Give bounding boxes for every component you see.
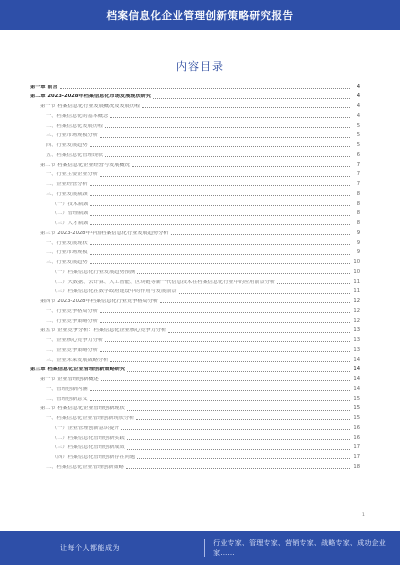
footer-divider (204, 539, 205, 557)
toc-leader-dots (142, 107, 350, 108)
toc-entry-title: （二）管理瓶颈 (52, 211, 89, 217)
toc-entry[interactable] (30, 80, 360, 90)
toc-leader-dots (126, 468, 350, 469)
toc-entry-title: 第五节 企业竞争分析：档案信息化企业核心竞争力分析 (40, 328, 167, 334)
toc-entry[interactable] (30, 217, 360, 227)
toc-leader-dots (137, 458, 350, 459)
toc-entry-title: 三、行业发展趋势 (46, 260, 88, 266)
toc-entry[interactable] (30, 90, 360, 100)
toc-entry-title: 第二节 档案信息化企业经营与发展概况 (40, 162, 130, 168)
toc-entry-page: 10 (353, 259, 360, 266)
toc-entry-page: 13 (353, 327, 360, 334)
toc-entry-title: 三、企业未来发展战略分析 (46, 357, 109, 363)
toc-entry-page: 4 (356, 83, 360, 90)
toc-entry-title: （四）档案信息化管理创新存在问题 (52, 455, 136, 461)
toc-entry[interactable] (30, 295, 360, 305)
toc-leader-dots (277, 283, 350, 284)
toc-leader-dots (90, 205, 350, 206)
toc-leader-dots (90, 244, 350, 245)
toc-entry-page: 8 (356, 210, 360, 217)
toc-entry-title: 第三节 2023-2028年中国档案信息化行业发展趋势分析 (40, 230, 169, 236)
toc-entry-title: 一、管理创新内涵 (46, 386, 88, 392)
toc-leader-dots (60, 88, 350, 89)
toc-entry-page: 16 (353, 434, 360, 441)
footer-tagline: 行业专家、管理专家、营销专家、战略专家、成功企业家…… (213, 539, 386, 557)
toc-entry-page: 15 (353, 395, 360, 402)
toc-entry-title: 第二节 档案信息化企业管理创新现状 (40, 406, 125, 412)
toc-leader-dots (137, 273, 350, 274)
toc-entry-page: 14 (353, 376, 360, 383)
toc-leader-dots (179, 293, 350, 294)
toc-leader-dots (127, 449, 350, 450)
toc-leader-dots (100, 176, 350, 177)
toc-entry[interactable] (30, 158, 360, 168)
toc-leader-dots (168, 332, 350, 333)
toc-entry-page: 5 (356, 142, 360, 149)
toc-entry[interactable] (30, 460, 360, 470)
toc-leader-dots (90, 146, 350, 147)
toc-entry-page: 4 (356, 112, 360, 119)
toc-leader-dots (90, 400, 350, 401)
toc-entry-title: 一、企业核心竞争力分析 (46, 338, 104, 344)
toc-entry[interactable] (30, 441, 360, 451)
toc-entry[interactable] (30, 226, 360, 236)
toc-entry-title: 二、档案信息化发展历程 (46, 123, 104, 129)
toc-entry-page: 8 (356, 220, 360, 227)
toc-leader-dots (153, 98, 350, 99)
toc-leader-dots (100, 137, 350, 138)
toc-entry-page: 4 (356, 103, 360, 110)
toc-leader-dots (105, 156, 350, 157)
toc-entry-title: 二、行业市场规模 (46, 250, 88, 256)
toc-entry-page: 7 (356, 161, 360, 168)
toc-entry-page: 5 (356, 132, 360, 139)
toc-leader-dots (136, 419, 350, 420)
toc-entry[interactable] (30, 353, 360, 363)
toc-entry-page: 9 (356, 239, 360, 246)
toc-entry-page: 12 (353, 317, 360, 324)
toc-entry-title: 二、企业竞争策略分析 (46, 347, 98, 353)
toc-entry[interactable] (30, 431, 360, 441)
toc-entry[interactable] (30, 246, 360, 256)
header-bar (0, 0, 400, 30)
footer-slogan: 让每个人都能成为 (60, 544, 120, 552)
toc-leader-dots (100, 322, 350, 323)
toc-entry-page: 14 (353, 356, 360, 363)
toc-entry[interactable] (30, 421, 360, 431)
toc-leader-dots (132, 166, 350, 167)
toc-entry-page: 12 (353, 307, 360, 314)
toc-entry-page: 8 (356, 190, 360, 197)
toc-entry-page: 14 (353, 385, 360, 392)
toc-leader-dots (90, 254, 350, 255)
toc-entry-title: 一、行业竞争格局分析 (46, 308, 98, 314)
toc-entry[interactable] (30, 139, 360, 149)
toc-entry-title: 一、档案信息化企业管理创新现状分析 (46, 416, 135, 422)
toc-entry-page: 9 (356, 249, 360, 256)
toc-entry-title: 二、管理创新意义 (46, 396, 88, 402)
toc-entry-title: 一、档案信息化的基本概念 (46, 113, 109, 119)
toc-entry-page: 14 (353, 366, 360, 373)
toc-entry-title: （三）人才瓶颈 (52, 221, 89, 227)
toc-entry[interactable] (30, 148, 360, 158)
toc-entry-page: 10 (353, 268, 360, 275)
toc-entry-title: 第一节 企业管理创新概述 (40, 377, 99, 383)
table-of-contents (30, 80, 360, 470)
toc-entry[interactable] (30, 334, 360, 344)
toc-entry[interactable] (30, 265, 360, 275)
toc-entry[interactable] (30, 129, 360, 139)
toc-leader-dots (101, 380, 350, 381)
footer-bar (0, 531, 400, 565)
toc-entry-title: 第二章 2023-2028年档案信息化市场发展现状研究 (30, 94, 152, 100)
toc-entry-page: 17 (353, 444, 360, 451)
toc-leader-dots (121, 429, 350, 430)
toc-entry-title: （一）企业管理创新意识提升 (52, 425, 120, 431)
toc-entry-title: 五、档案信息化管理现状 (46, 152, 104, 158)
toc-entry[interactable] (30, 304, 360, 314)
toc-entry[interactable] (30, 363, 360, 373)
toc-entry-title: 三、行业市场规模分析 (46, 133, 98, 139)
toc-entry[interactable] (30, 100, 360, 110)
toc-entry-title: 第四节 2023-2028年档案信息化行业竞争格局分析 (40, 299, 159, 305)
toc-entry[interactable] (30, 207, 360, 217)
toc-entry-page: 18 (353, 463, 360, 470)
toc-leader-dots (110, 117, 350, 118)
toc-entry-page: 15 (353, 415, 360, 422)
toc-entry-title: （二）档案信息化管理创新实践 (52, 435, 125, 441)
toc-entry-page: 11 (353, 278, 360, 285)
toc-entry-page: 7 (356, 171, 360, 178)
toc-entry[interactable] (30, 314, 360, 324)
toc-leader-dots (100, 351, 350, 352)
toc-leader-dots (105, 127, 350, 128)
toc-leader-dots (110, 361, 350, 362)
toc-entry-page: 15 (353, 405, 360, 412)
report-title: 档案信息化企业管理创新策略研究报告 (106, 9, 294, 22)
toc-entry[interactable] (30, 236, 360, 246)
toc-entry-page: 13 (353, 337, 360, 344)
toc-entry[interactable] (30, 392, 360, 402)
toc-entry-page: 4 (356, 93, 360, 100)
toc-entry[interactable] (30, 324, 360, 334)
toc-entry[interactable] (30, 275, 360, 285)
toc-entry-page: 17 (353, 454, 360, 461)
toc-entry[interactable] (30, 109, 360, 119)
toc-entry-title: 第一节 档案信息化行业发展概况及发展历程 (40, 104, 141, 110)
toc-leader-dots (160, 302, 350, 303)
toc-leader-dots (90, 215, 350, 216)
toc-entry-title: 四、行业发展趋势 (46, 143, 88, 149)
toc-entry[interactable] (30, 412, 360, 422)
toc-entry-title: 第三章 档案信息化企业管理创新策略研究 (30, 367, 126, 373)
toc-entry-page: 12 (353, 298, 360, 305)
toc-entry-title: 一、行业发展现状 (46, 240, 88, 246)
toc-entry-page: 11 (353, 288, 360, 295)
page-number: 1 (362, 513, 365, 518)
toc-entry[interactable] (30, 402, 360, 412)
toc-entry-title: 一、行业主要企业分析 (46, 172, 98, 178)
toc-leader-dots (127, 371, 350, 372)
toc-leader-dots (100, 312, 350, 313)
toc-leader-dots (90, 185, 350, 186)
toc-entry[interactable] (30, 187, 360, 197)
toc-leader-dots (127, 410, 350, 411)
toc-leader-dots (171, 234, 351, 235)
toc-entry[interactable] (30, 373, 360, 383)
toc-entry-title: 二、行业竞争策略分析 (46, 318, 98, 324)
toc-entry[interactable] (30, 168, 360, 178)
toc-entry-title: （二）大数据、云计算、人工智能、区块链等新一代信息技术在档案信息化行业中的应用前景分析 (52, 279, 276, 285)
toc-entry[interactable] (30, 119, 360, 129)
toc-entry[interactable] (30, 256, 360, 266)
toc-entry-page: 9 (356, 229, 360, 236)
toc-leader-dots (127, 439, 350, 440)
toc-leader-dots (90, 390, 350, 391)
toc-entry[interactable] (30, 451, 360, 461)
toc-leader-dots (90, 224, 350, 225)
toc-leader-dots (90, 263, 350, 264)
toc-leader-dots (105, 341, 350, 342)
toc-entry[interactable] (30, 178, 360, 188)
toc-entry-page: 7 (356, 181, 360, 188)
toc-entry-title: 三、行业发展瓶颈 (46, 191, 88, 197)
toc-leader-dots (90, 195, 350, 196)
toc-entry-title: （三）档案信息化在数字政府建设中的作用与发展前景 (52, 289, 177, 295)
toc-entry-page: 6 (356, 151, 360, 158)
toc-entry[interactable] (30, 343, 360, 353)
toc-entry[interactable] (30, 285, 360, 295)
toc-entry-page: 16 (353, 424, 360, 431)
toc-entry-title: 二、企业经营分析 (46, 182, 88, 188)
toc-entry-title: （一）技术瓶颈 (52, 201, 89, 207)
toc-entry-page: 8 (356, 200, 360, 207)
toc-entry-page: 13 (353, 346, 360, 353)
toc-entry-title: （三）档案信息化管理创新成效 (52, 445, 125, 451)
toc-entry-title: 二、档案信息化企业管理创新策略 (46, 464, 124, 470)
toc-entry-title: （一）档案信息化行业发展趋势预测 (52, 269, 136, 275)
toc-heading: 内容目录 (176, 60, 224, 73)
toc-entry[interactable] (30, 382, 360, 392)
toc-entry-page: 5 (356, 122, 360, 129)
toc-entry-title: 第一章 前言 (30, 84, 58, 90)
toc-entry[interactable] (30, 197, 360, 207)
